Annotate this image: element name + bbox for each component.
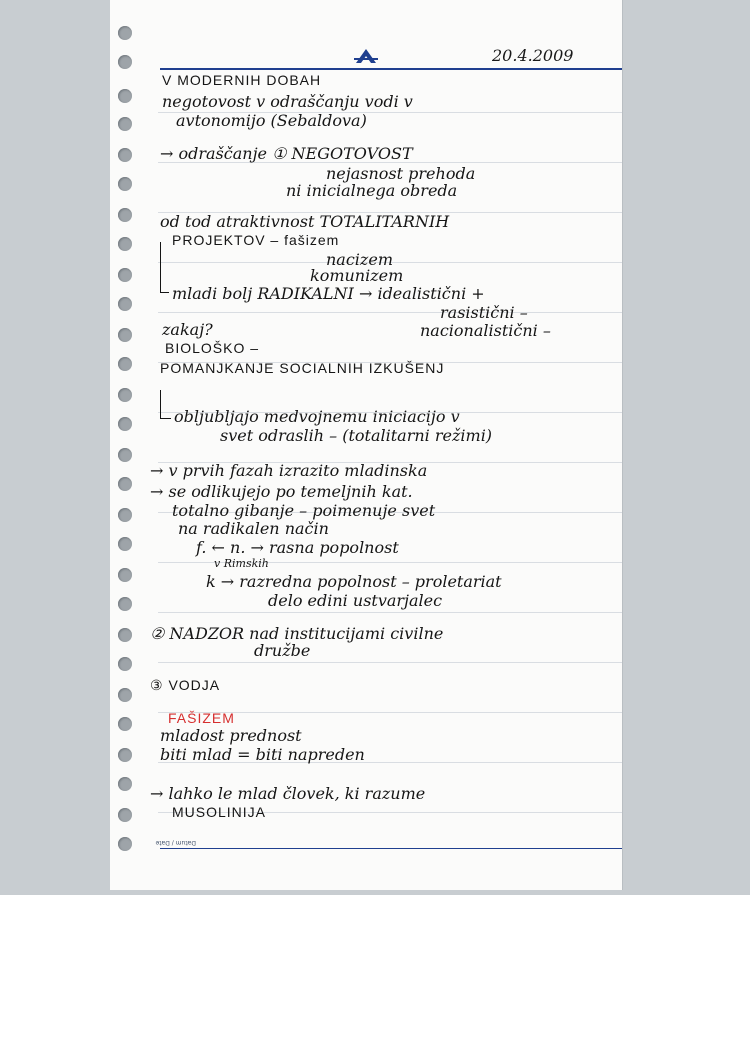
note-line-5: nejasnost prehoda xyxy=(326,164,476,183)
punch-hole xyxy=(118,537,132,551)
ruled-line xyxy=(158,612,622,613)
punch-hole xyxy=(118,268,132,282)
note-line-26: delo edini ustvarjalec xyxy=(268,591,443,610)
punch-hole xyxy=(118,237,132,251)
punch-hole xyxy=(118,177,132,191)
note-line-29: ③ VODJA xyxy=(150,677,221,693)
note-line-6: ni inicialnega obreda xyxy=(286,181,458,200)
punch-hole xyxy=(118,417,132,431)
punch-hole xyxy=(118,357,132,371)
note-line-8: PROJEKTOV – fašizem xyxy=(172,232,340,248)
note-line-16: POMANJKANJE SOCIALNIH IZKUŠENJ xyxy=(160,360,445,376)
punch-hole xyxy=(118,448,132,462)
note-line-9: nacizem xyxy=(326,250,393,269)
note-line-21: totalno gibanje – poimenuje svet xyxy=(172,501,436,520)
bracket-mark xyxy=(160,242,169,293)
punch-hole xyxy=(118,688,132,702)
footer-date-label: Datum / Date xyxy=(155,839,196,846)
punch-hole xyxy=(118,388,132,402)
note-line-1: V MODERNIH DOBAH xyxy=(162,72,322,88)
note-line-4: → odraščanje ① NEGOTOVOST xyxy=(160,144,413,163)
punch-hole xyxy=(118,808,132,822)
ruled-line xyxy=(158,662,622,663)
note-line-11: mladi bolj RADIKALNI → idealistični + xyxy=(172,284,485,303)
punch-hole xyxy=(118,597,132,611)
footer-rule xyxy=(160,848,622,849)
note-line-7: od tod atraktivnost TOTALITARNIH xyxy=(160,212,450,231)
note-line-27: ② NADZOR nad institucijami civilne xyxy=(150,624,444,643)
note-line-19: → v prvih fazah izrazito mladinska xyxy=(150,461,428,480)
page-date: 20.4.2009 xyxy=(492,46,574,65)
punch-hole xyxy=(118,837,132,851)
punch-hole xyxy=(118,297,132,311)
punch-hole xyxy=(118,55,132,69)
note-line-3: avtonomijo (Sebaldova) xyxy=(176,111,367,130)
note-line-14: nacionalistični – xyxy=(420,321,551,340)
note-line-32: biti mlad = biti napreden xyxy=(160,745,365,764)
note-line-34: MUSOLINIJA xyxy=(172,804,267,820)
punch-hole xyxy=(118,568,132,582)
note-line-20: → se odlikujejo po temeljnih kat. xyxy=(150,482,413,501)
note-line-12: rasistični – xyxy=(440,303,528,322)
ruled-line xyxy=(158,312,622,313)
note-line-22: na radikalen način xyxy=(178,519,329,538)
note-line-24: v Rimskih xyxy=(214,557,269,570)
note-line-13: zakaj? xyxy=(162,320,213,339)
punch-hole xyxy=(118,628,132,642)
note-line-10: komunizem xyxy=(310,266,404,285)
note-line-31: mladost prednost xyxy=(160,726,302,745)
punch-hole xyxy=(118,208,132,222)
punch-hole xyxy=(118,777,132,791)
note-line-17: obljubljajo medvojnemu iniciacijo v xyxy=(174,407,460,426)
note-line-18: svet odraslih – (totalitarni režimi) xyxy=(220,426,493,445)
punch-hole xyxy=(118,89,132,103)
note-heading-fasizem: FAŠIZEM xyxy=(168,710,235,726)
punch-hole xyxy=(118,508,132,522)
punch-hole xyxy=(118,748,132,762)
punch-hole xyxy=(118,26,132,40)
punch-hole xyxy=(118,148,132,162)
note-line-33: → lahko le mlad človek, ki razume xyxy=(150,784,426,803)
note-line-23: f. ← n. → rasna popolnost xyxy=(196,538,399,557)
punch-hole xyxy=(118,717,132,731)
punch-hole xyxy=(118,328,132,342)
header-rule xyxy=(160,68,622,70)
punch-hole xyxy=(118,657,132,671)
punch-hole xyxy=(118,477,132,491)
notebook-brand-logo-icon xyxy=(353,48,379,64)
note-line-2: negotovost v odraščanju vodi v xyxy=(162,92,413,111)
punch-hole xyxy=(118,117,132,131)
bracket-mark xyxy=(160,390,171,419)
note-line-25: k → razredna popolnost – proletariat xyxy=(206,572,502,591)
note-line-28: družbe xyxy=(254,641,311,660)
note-line-15: BIOLOŠKO – xyxy=(165,340,260,356)
